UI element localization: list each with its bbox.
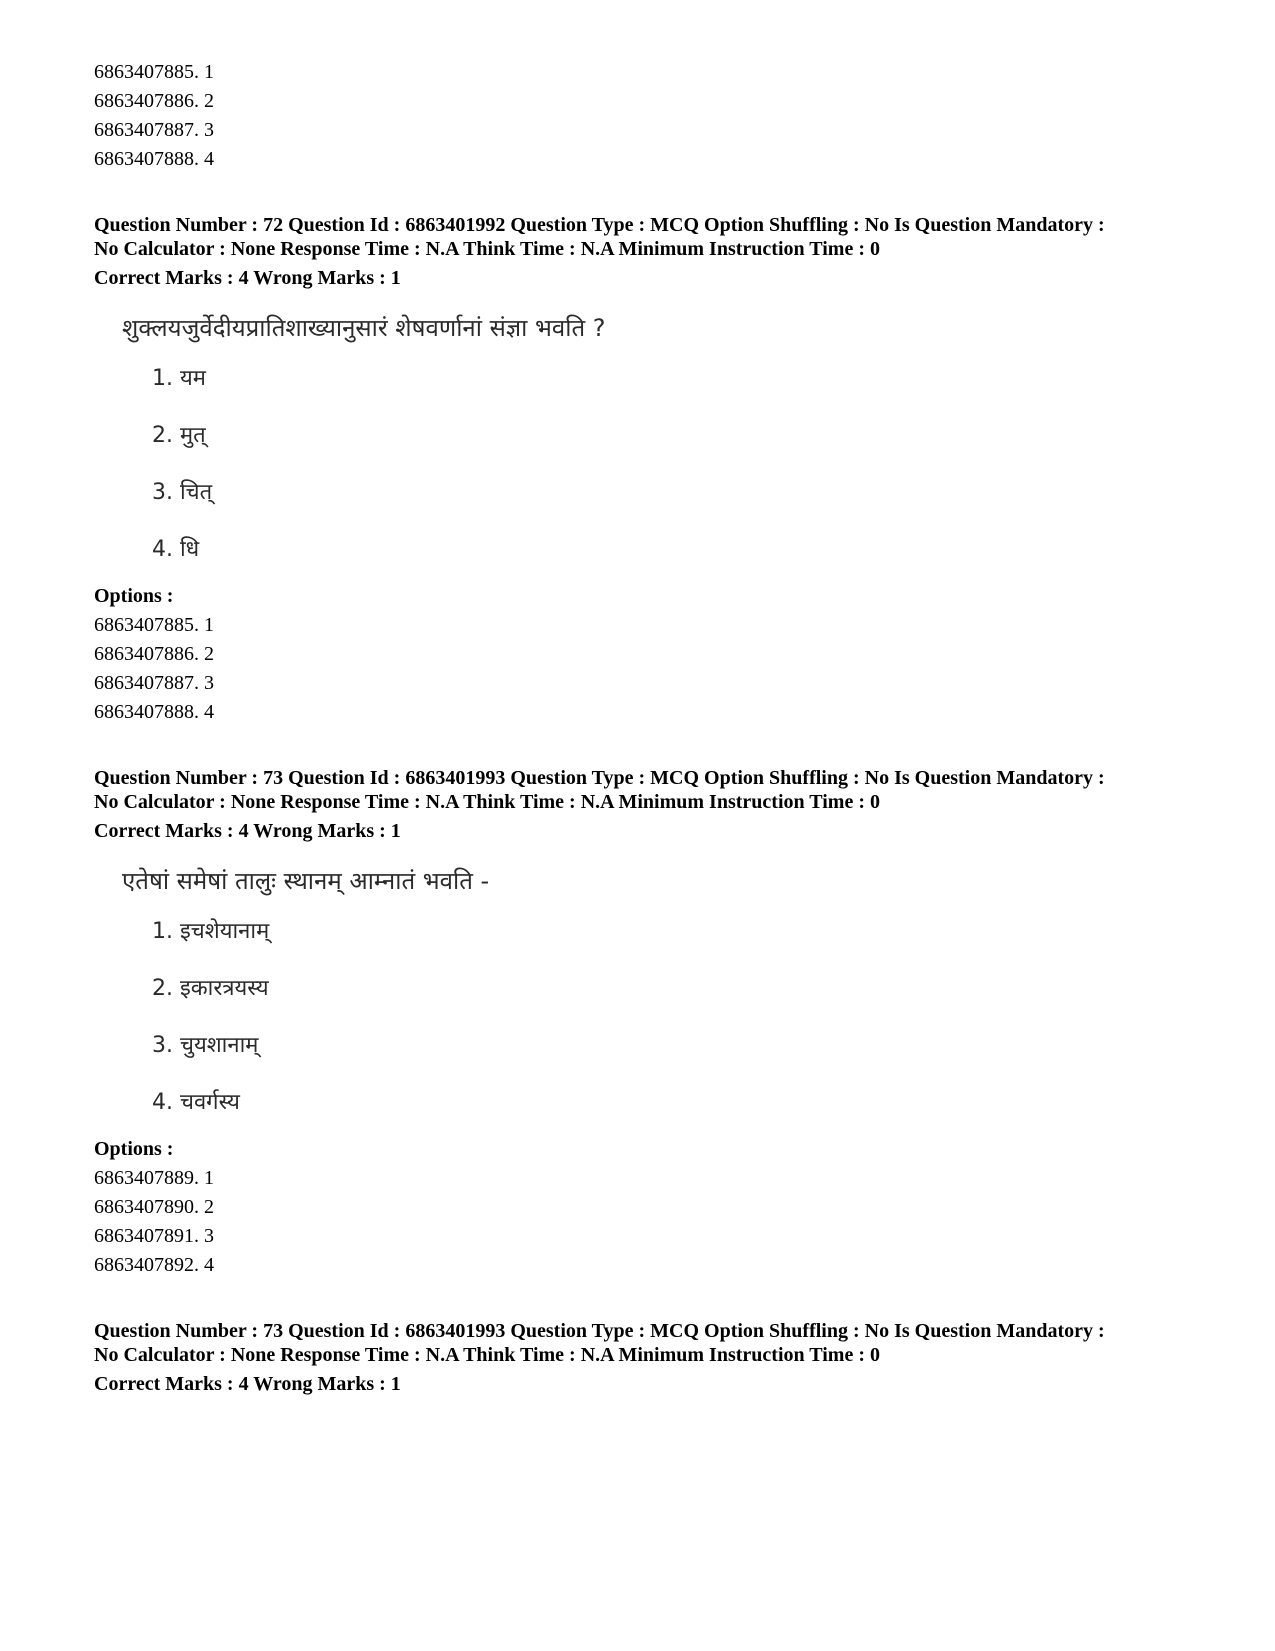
answer-choice-2: 2. इकारत्रयस्य bbox=[152, 976, 269, 1001]
question-marks: Correct Marks : 4 Wrong Marks : 1 bbox=[94, 1373, 401, 1395]
question-73-repeat bbox=[94, 1319, 1194, 1399]
question-73 bbox=[94, 766, 1194, 1280]
question-meta-line-1: Question Number : 73 Question Id : 6863401993 Question Type : MCQ Option Shuffling : No Is Question Mandatory : bbox=[94, 1320, 1105, 1342]
answer-choice-1: 1. यम bbox=[152, 366, 206, 391]
answer-choice-3: 3. चुयशानाम् bbox=[152, 1033, 259, 1058]
answer-choice-4: 4. चवर्गस्य bbox=[152, 1090, 240, 1115]
option-id-line: 6863407889. 1 bbox=[94, 1167, 214, 1189]
answer-choice-2: 2. मुत् bbox=[152, 423, 206, 448]
question-meta-line-1: Question Number : 73 Question Id : 6863401993 Question Type : MCQ Option Shuffling : No Is Question Mandatory : bbox=[94, 767, 1105, 789]
question-text: शुक्लयजुर्वेदीयप्रातिशाख्यानुसारं शेषवर्णानां संज्ञा भवति ? bbox=[122, 314, 606, 342]
option-id-line: 6863407886. 2 bbox=[94, 90, 214, 112]
option-id-line: 6863407888. 4 bbox=[94, 148, 214, 170]
question-meta-line-2: No Calculator : None Response Time : N.A Think Time : N.A Minimum Instruction Time : 0 bbox=[94, 238, 880, 260]
answer-choice-1: 1. इचशेयानाम् bbox=[152, 919, 270, 944]
question-marks: Correct Marks : 4 Wrong Marks : 1 bbox=[94, 820, 401, 842]
question-meta-line-2: No Calculator : None Response Time : N.A Think Time : N.A Minimum Instruction Time : 0 bbox=[94, 1344, 880, 1366]
top-options-list bbox=[94, 58, 1194, 174]
answer-choice-4: 4. धि bbox=[152, 537, 200, 562]
option-id-line: 6863407886. 2 bbox=[94, 643, 214, 665]
option-id-line: 6863407888. 4 bbox=[94, 701, 214, 723]
option-id-line: 6863407887. 3 bbox=[94, 672, 214, 694]
option-id-line: 6863407892. 4 bbox=[94, 1254, 214, 1276]
option-id-line: 6863407891. 3 bbox=[94, 1225, 214, 1247]
option-id-line: 6863407890. 2 bbox=[94, 1196, 214, 1218]
question-meta-line-2: No Calculator : None Response Time : N.A Think Time : N.A Minimum Instruction Time : 0 bbox=[94, 791, 880, 813]
option-id-line: 6863407885. 1 bbox=[94, 614, 214, 636]
question-marks: Correct Marks : 4 Wrong Marks : 1 bbox=[94, 267, 401, 289]
options-label: Options : bbox=[94, 585, 174, 607]
answer-choice-3: 3. चित् bbox=[152, 480, 213, 505]
option-id-line: 6863407885. 1 bbox=[94, 61, 214, 83]
option-id-line: 6863407887. 3 bbox=[94, 119, 214, 141]
exam-page bbox=[94, 58, 1194, 1399]
options-label: Options : bbox=[94, 1138, 174, 1160]
question-meta-line-1: Question Number : 72 Question Id : 6863401992 Question Type : MCQ Option Shuffling : No Is Question Mandatory : bbox=[94, 214, 1105, 236]
question-72 bbox=[94, 213, 1194, 727]
question-text: एतेषां समेषां तालुः स्थानम् आम्नातं भवति - bbox=[122, 867, 490, 895]
